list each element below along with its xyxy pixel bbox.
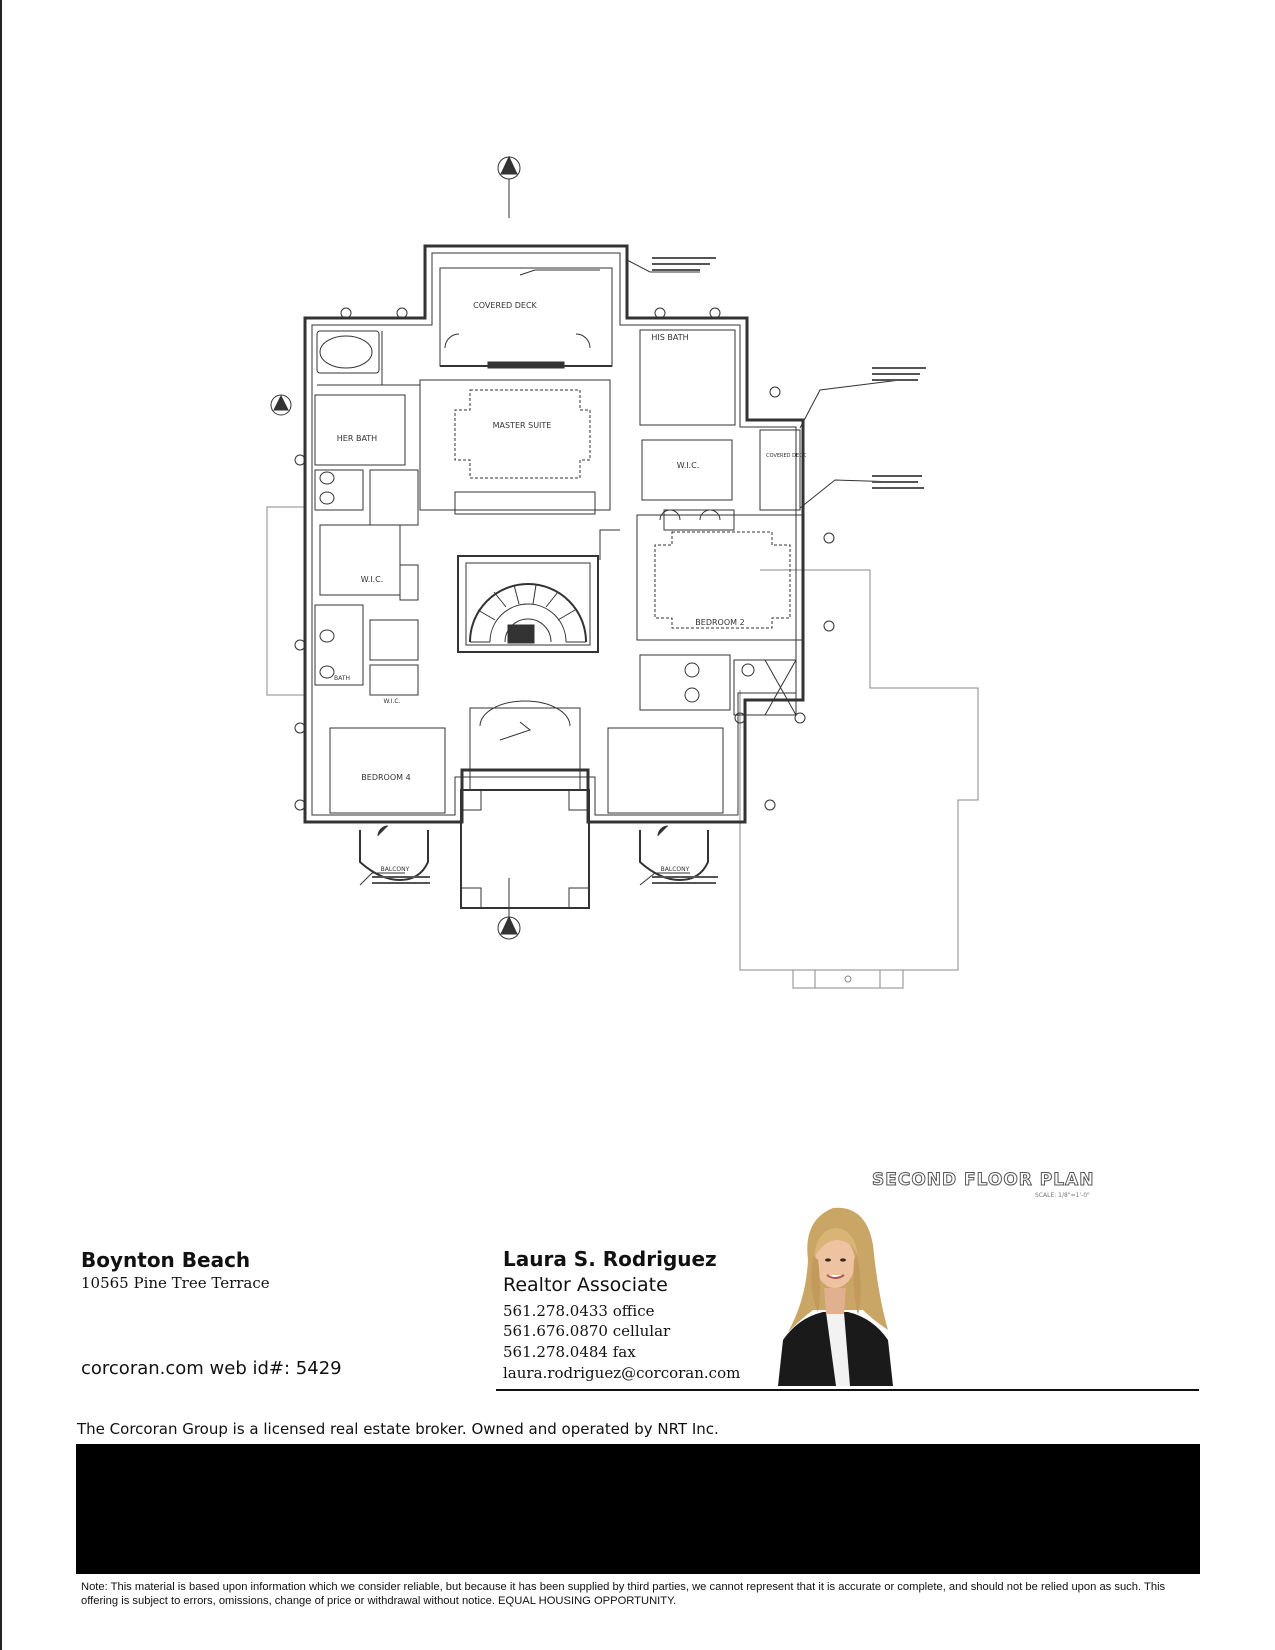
web-id: corcoran.com web id#: 5429 <box>81 1358 342 1379</box>
label-bedroom-4: BEDROOM 4 <box>361 773 411 782</box>
floor-plan-title: SECOND FLOOR PLAN <box>872 1170 1095 1190</box>
label-wic-left: W.I.C. <box>360 575 384 584</box>
north-arrow-top-label: A <box>506 166 512 174</box>
floorplan-svg <box>250 150 1010 1030</box>
second-floor-plan-drawing <box>250 150 1010 1030</box>
page-left-border <box>0 0 2 1650</box>
label-her-bath: HER BATH <box>336 434 378 443</box>
property-city: Boynton Beach <box>81 1248 251 1272</box>
agent-title: Realtor Associate <box>503 1274 668 1296</box>
label-wic-small: W.I.C. <box>383 698 401 705</box>
footer-black-band <box>76 1444 1200 1574</box>
label-wic-master: W.I.C. <box>676 461 700 470</box>
label-master-suite: MASTER SUITE <box>492 421 552 430</box>
floor-plan-scale: SCALE: 1/8"=1'-0" <box>1035 1192 1090 1199</box>
agent-name: Laura S. Rodriguez <box>503 1247 717 1271</box>
property-address: 10565 Pine Tree Terrace <box>81 1274 270 1292</box>
label-covered-deck-small: COVERED DECK <box>766 453 806 459</box>
label-bedroom-2: BEDROOM 2 <box>695 618 745 627</box>
disclaimer: Note: This material is based upon information which we consider reliable, but because it has been supplied by third parties, we cannot represent that it is accurate or complete, and should not be relied upon as such. This offering is subject to errors, omissions, change of price or withdrawal without notice. EQUAL HOUSING OPPORTUNITY. <box>81 1581 1166 1607</box>
agent-email[interactable]: laura.rodriguez@corcoran.com <box>503 1364 741 1382</box>
label-balcony-right: BALCONY <box>660 866 690 873</box>
label-his-bath: HIS BATH <box>651 333 689 342</box>
agent-photo <box>778 1200 893 1386</box>
north-arrow-bottom-label: A <box>506 926 512 934</box>
broker-statement: The Corcoran Group is a licensed real estate broker. Owned and operated by NRT Inc. <box>77 1420 719 1438</box>
spiral-staircase-icon <box>470 584 586 643</box>
section-marker-left-icon <box>271 395 291 415</box>
agent-office-phone: 561.278.0433 office <box>503 1302 655 1320</box>
agent-cell-phone: 561.676.0870 cellular <box>503 1322 671 1340</box>
label-balcony-left: BALCONY <box>380 866 410 873</box>
agent-fax: 561.278.0484 fax <box>503 1343 636 1361</box>
label-covered-deck: COVERED DECK <box>473 301 537 310</box>
agent-divider <box>496 1389 1199 1391</box>
label-bath: BATH <box>334 675 350 682</box>
